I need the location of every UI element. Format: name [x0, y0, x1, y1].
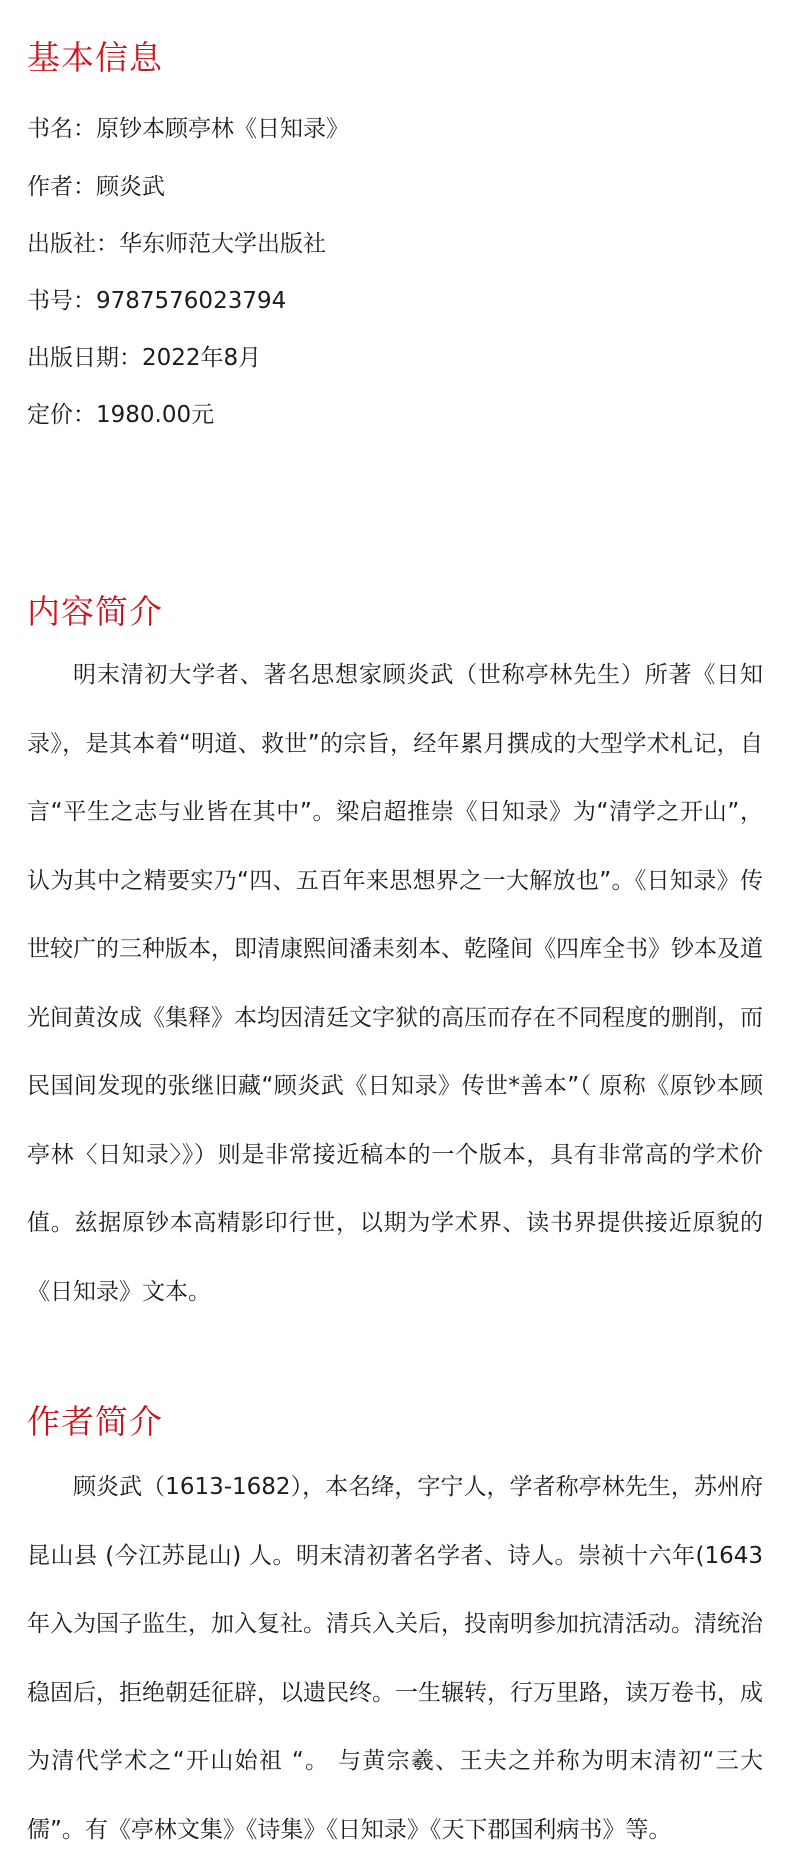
price-line: 定价：1980.00元: [27, 402, 215, 428]
author-line: 作者：顾炎武: [27, 174, 165, 200]
content-intro-heading: 内容简介: [27, 592, 163, 631]
book-title-line: 书名：原钞本顾亭林《日知录》: [27, 116, 349, 142]
isbn-line: 书号：9787576023794: [27, 288, 287, 314]
basic-info-heading: 基本信息: [27, 38, 163, 77]
publisher-line: 出版社：华东师范大学出版社: [27, 231, 326, 257]
content-intro-paragraph: 明末清初大学者、著名思想家顾炎武（世称亭林先生）所著《日知录》，是其本着“明道、救世”的宗旨，经年累月撰成的大型学术札记，自言“平生之志与业皆在其中”。梁启超推崇《日知录》为“清学之开山”，认为其中之精要实乃“四、五百年来思想界之一大解放也”。《日知录》传世较广的三种版本，即清康熙间潘耒刻本、乾隆间《四库全书》钞本及道光间黄汝成《集释》本均因清廷文字狱的高压而存在不同程度的删削，而民国间发现的张继旧藏“顾炎武《日知录》传世*善本”（ 原称《原钞本顾亭林〈日知录〉》）则是非常接近稿本的一个版本，具有非常高的学术价值。兹据原钞本高精影印行世，以期为学术界、读书界提供接近原貌的《日知录》文本。: [27, 662, 763, 1305]
pub-date-line: 出版日期：2022年8月: [27, 345, 262, 371]
author-intro-heading: 作者简介: [27, 1402, 163, 1441]
author-intro-paragraph: 顾炎武（1613-1682），本名绛，字宁人，学者称亭林先生，苏州府昆山县 (今江苏昆山) 人。明末清初著名学者、诗人。崇祯十六年(1643年入为国子监生，加入复社。清兵入关后，投南明参加抗清活动。清统治稳固后，拒绝朝廷征辟，以遗民终。一生辗转，行万里路，读万卷书，成为清代学术之“开山始祖 “。 与黄宗羲、王夫之并称为明末清初“三大儒”。有《亭林文集》《诗集》《日知录》《天下郡国利病书》等。: [27, 1474, 763, 1843]
